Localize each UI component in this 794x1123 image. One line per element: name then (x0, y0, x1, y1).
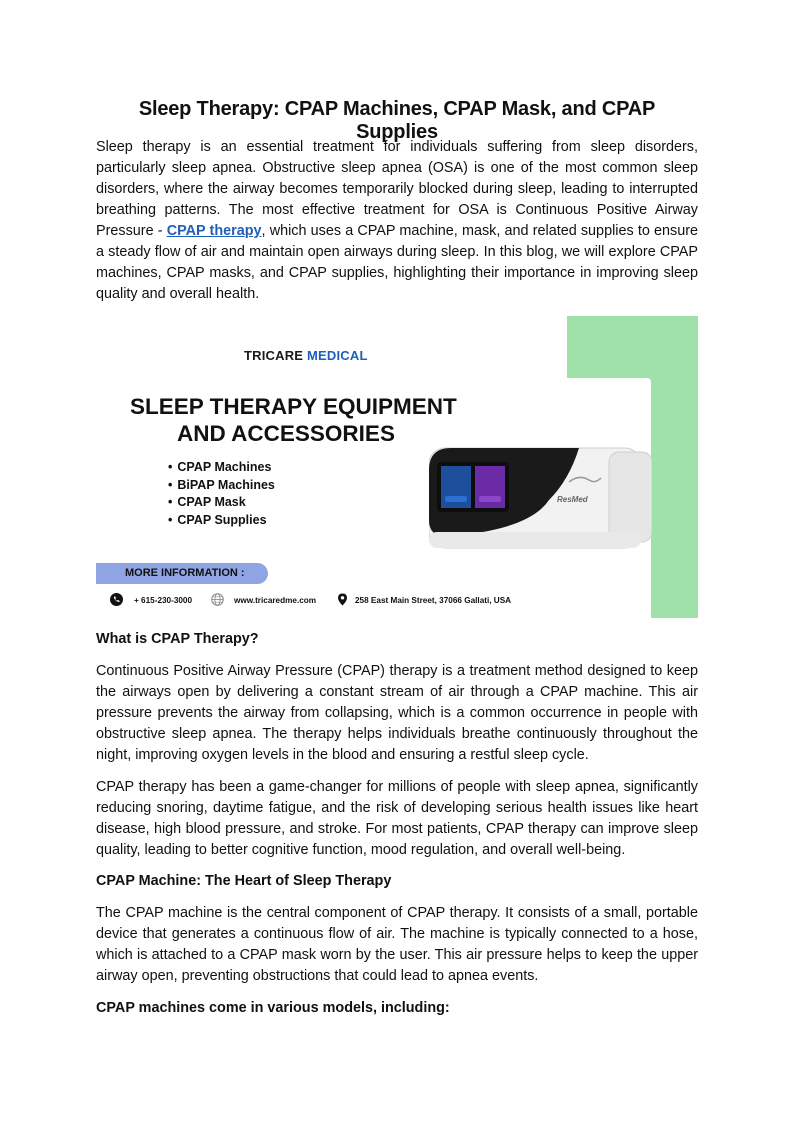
intro-paragraph (96, 137, 698, 305)
promo-banner-image (96, 316, 698, 618)
page-title: Sleep Therapy: CPAP Machines, CPAP Mask, and CPAP Supplies (138, 98, 656, 143)
section-cpap-therapy (96, 629, 698, 861)
cpap-machine-image (429, 440, 652, 556)
banner-title (130, 393, 500, 447)
section-heading: What is CPAP Therapy? (96, 631, 259, 647)
list-item: • CPAP Machines (168, 459, 275, 477)
list-item: • CPAP Supplies (168, 512, 275, 530)
banner-title-line1: SLEEP THERAPY EQUIPMENT (130, 394, 457, 419)
street-address: 258 East Main Street, 37066 Gallati, USA (355, 596, 512, 605)
intro-text-after: , which uses a CPAP machine, mask, and related supplies to ensure a steady flow of air and maintain open airways during sleep. In this blog, we will explore CPAP machines, CPAP masks, and CPAP supplies, highlighting their importance in improving sleep quality and overall health. (96, 223, 698, 302)
phone-icon (110, 593, 123, 606)
globe-icon (211, 593, 224, 606)
website-address: www.tricaredme.com (234, 596, 317, 605)
device-brand-label: ResMed (557, 495, 588, 504)
section-heading: CPAP Machine: The Heart of Sleep Therapy (96, 873, 392, 889)
section-cpap-machine (96, 871, 698, 1019)
more-information-label: MORE INFORMATION : (96, 563, 268, 584)
banner-product-list (168, 459, 275, 529)
paragraph: CPAP therapy has been a game-changer for millions of people with sleep apnea, significantly reducing snoring, daytime fatigue, and the risk of developing serious health issues like heart disease, high blood pressure, and stroke. For most patients, CPAP therapy can improve sleep quality, leading to better cognitive function, mood regulation, and overall well-being. (96, 779, 698, 858)
paragraph: The CPAP machine is the central component of CPAP therapy. It consists of a small, portable device that generates a continuous flow of air. The machine is typically connected to a hose, which is attached to a CPAP mask worn by the user. This air pressure helps to keep the upper airway open, preventing obstructions that could lead to apnea events. (96, 905, 698, 984)
section-subheading: CPAP machines come in various models, including: (96, 1000, 450, 1016)
phone-number: + 615-230-3000 (134, 596, 193, 605)
list-item: • BiPAP Machines (168, 477, 275, 495)
paragraph: Continuous Positive Airway Pressure (CPAP) therapy is a treatment method designed to keep the airways open by delivering a constant stream of air through a CPAP machine. This air pressure prevents the airway from collapsing, which is a common occurrence in people with obstructive sleep apnea. The therapy helps individuals breathe continuously throughout the night, improving oxygen levels in the blood and ensuring a restful sleep cycle. (96, 663, 698, 763)
tricare-logo: TRICARE MEDICAL (244, 348, 368, 363)
list-item: • CPAP Mask (168, 494, 275, 512)
intro-paragraph-wrap (96, 137, 698, 305)
cpap-therapy-link[interactable]: CPAP therapy (166, 223, 262, 239)
banner-title-line2: AND ACCESSORIES (177, 421, 395, 446)
intro-text-before: Sleep therapy is an essential treatment for individuals suffering from sleep disorders, particularly sleep apnea. Obstructive sleep apnea (OSA) is one of the most common sleep disorders, where the airway becomes temporarily blocked during sleep, leading to interrupted breathing patterns. The most effective treatment for OSA is Continuous Positive Airway Pressure - (96, 139, 698, 239)
location-pin-icon (337, 593, 348, 606)
